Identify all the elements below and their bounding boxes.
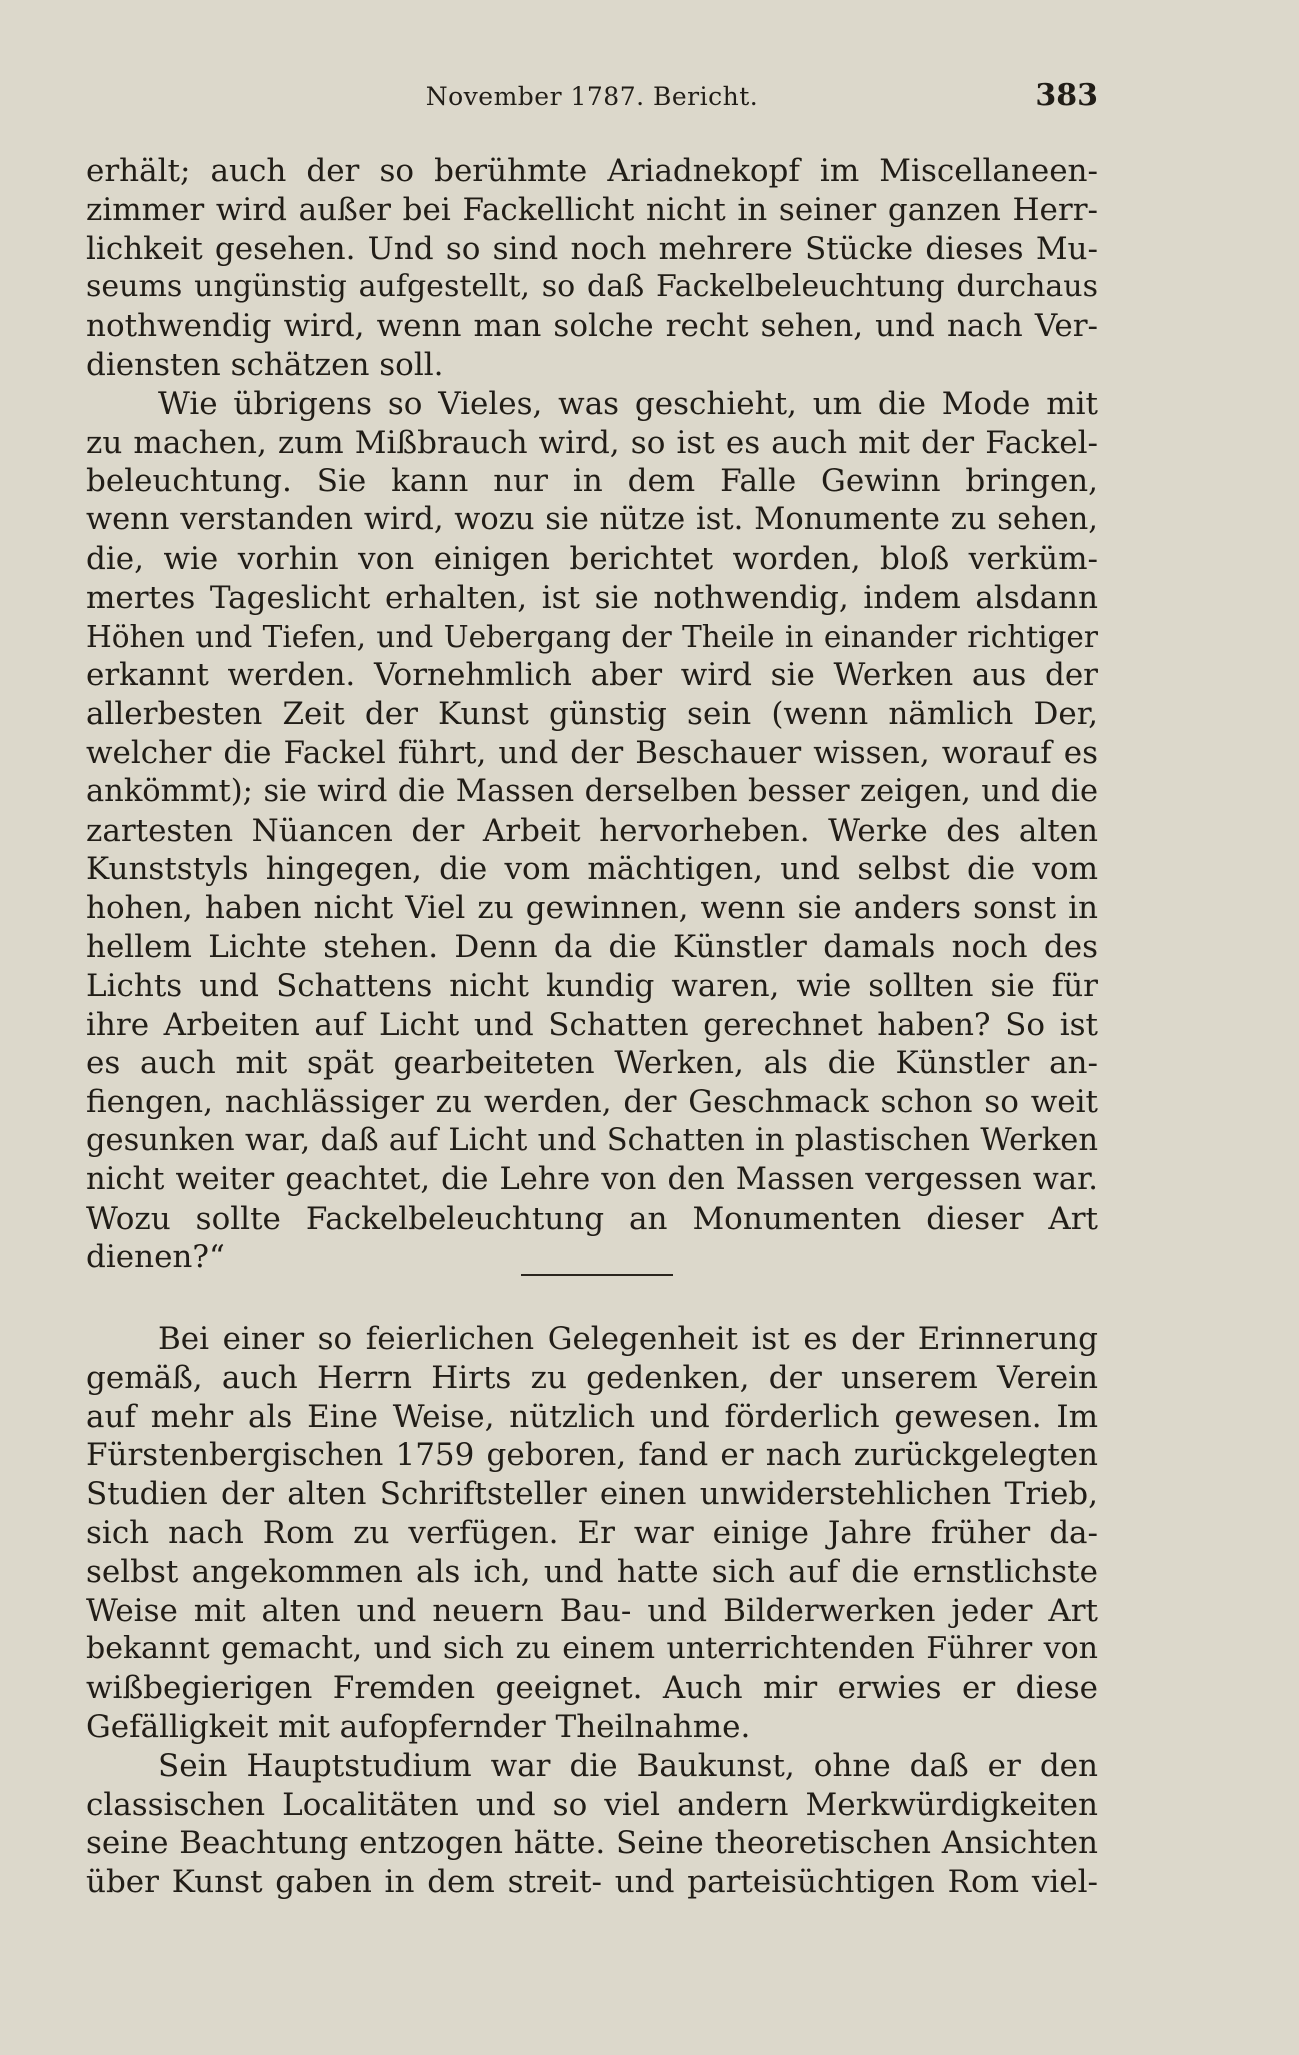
running-head: November 1787. Bericht.	[425, 82, 759, 111]
text-line: Lichts und Schattens nicht kundig waren, wie sollten sie für	[86, 967, 1098, 1004]
text-line: nicht weiter geachtet, die Lehre von den Massen vergessen war.	[86, 1161, 1098, 1197]
text-line: Gefälligkeit mit aufopfernder Theilnahme.	[86, 1708, 751, 1745]
text-line: Fürstenbergischen 1759 geboren, fand er nach zurückgelegten	[86, 1437, 1098, 1474]
text-line: Wozu sollte Fackelbeleuchtung an Monumenten dieser Art	[86, 1200, 1098, 1237]
text-line: erhält; auch der so berühmte Ariadnekopf im Miscellaneen-	[86, 153, 1098, 189]
text-line: allerbesten Zeit der Kunst günstig sein (wenn nämlich Der,	[86, 696, 1098, 733]
text-line: diensten schätzen soll.	[86, 346, 444, 383]
text-line: Sein Hauptstudium war die Baukunst, ohne daß er den	[158, 1747, 1098, 1784]
text-line: lichkeit gesehen. Und so sind noch mehrere Stücke dieses Mu-	[86, 230, 1098, 267]
text-line: dienen?“	[86, 1239, 225, 1276]
text-line: Wie übrigens so Vieles, was geschieht, um die Mode mit	[158, 385, 1098, 422]
text-line: gesunken war, daß auf Licht und Schatten in plastischen Werken	[86, 1122, 1098, 1158]
section-divider	[521, 1274, 673, 1276]
text-line: wißbegierigen Fremden geeignet. Auch mir erwies er diese	[86, 1670, 1098, 1707]
text-line: beleuchtung. Sie kann nur in dem Falle Gewinn bringen,	[86, 463, 1098, 500]
page-number: 383	[1035, 78, 1098, 113]
text-line: Bei einer so feierlichen Gelegenheit ist es der Erinnerung	[158, 1321, 1098, 1357]
text-line: bekannt gemacht, und sich zu einem unterrichtenden Führer von	[86, 1631, 1098, 1667]
text-line: seine Beachtung entzogen hätte. Seine theoretischen Ansichten	[86, 1825, 1098, 1862]
text-line: nothwendig wird, wenn man solche recht sehen, und nach Ver-	[86, 308, 1098, 345]
text-line: sich nach Rom zu verfügen. Er war einige Jahre früher da-	[86, 1514, 1098, 1551]
text-line: fiengen, nachlässiger zu werden, der Geschmack schon so weit	[86, 1084, 1098, 1121]
text-line: mertes Tageslicht erhalten, ist sie nothwendig, indem alsdann	[86, 579, 1098, 616]
text-line: ankömmt); sie wird die Massen derselben besser zeigen, und die	[86, 773, 1098, 809]
text-line: auf mehr als Eine Weise, nützlich und förderlich gewesen. Im	[86, 1398, 1098, 1435]
text-line: seums ungünstig aufgestellt, so daß Fackelbeleuchtung durchaus	[86, 269, 1098, 305]
text-line: erkannt werden. Vornehmlich aber wird sie Werken aus der	[86, 657, 1098, 694]
text-line: gemäß, auch Herrn Hirts zu gedenken, der unserem Verein	[86, 1359, 1098, 1396]
text-block-bottom	[86, 1320, 1098, 1902]
text-line: hohen, haben nicht Viel zu gewinnen, wenn sie anders sonst in	[86, 890, 1098, 927]
text-line: Studien der alten Schriftsteller einen unwiderstehlichen Trieb,	[86, 1476, 1098, 1513]
text-line: zimmer wird außer bei Fackellicht nicht in seiner ganzen Herr-	[86, 191, 1098, 228]
text-line: Kunststyls hingegen, die vom mächtigen, und selbst die vom	[86, 851, 1098, 888]
text-line: zartesten Nüancen der Arbeit hervorheben. Werke des alten	[86, 812, 1098, 849]
text-line: selbst angekommen als ich, und hatte sich auf die ernstlichste	[86, 1553, 1098, 1590]
text-line: es auch mit spät gearbeiteten Werken, als die Künstler an-	[86, 1045, 1098, 1082]
text-line: die, wie vorhin von einigen berichtet worden, bloß verküm-	[86, 540, 1098, 577]
page-header	[86, 78, 1098, 118]
text-line: über Kunst gaben in dem streit- und parteisüchtigen Rom viel-	[86, 1864, 1098, 1901]
text-line: Weise mit alten und neuern Bau- und Bilderwerken jeder Art	[86, 1592, 1098, 1629]
text-line: ihre Arbeiten auf Licht und Schatten gerechnet haben? So ist	[86, 1006, 1098, 1043]
text-line: Höhen und Tiefen, und Uebergang der Theile in einander richtiger	[86, 619, 1098, 654]
text-line: welcher die Fackel führt, und der Beschauer wissen, worauf es	[86, 734, 1098, 771]
text-line: hellem Lichte stehen. Denn da die Künstler damals noch des	[86, 928, 1098, 965]
text-block-top	[86, 152, 1098, 1277]
text-line: classischen Localitäten und so viel andern Merkwürdigkeiten	[86, 1786, 1098, 1823]
text-line: zu machen, zum Mißbrauch wird, so ist es auch mit der Fackel-	[86, 424, 1098, 461]
text-line: wenn verstanden wird, wozu sie nütze ist. Monumente zu sehen,	[86, 502, 1098, 538]
